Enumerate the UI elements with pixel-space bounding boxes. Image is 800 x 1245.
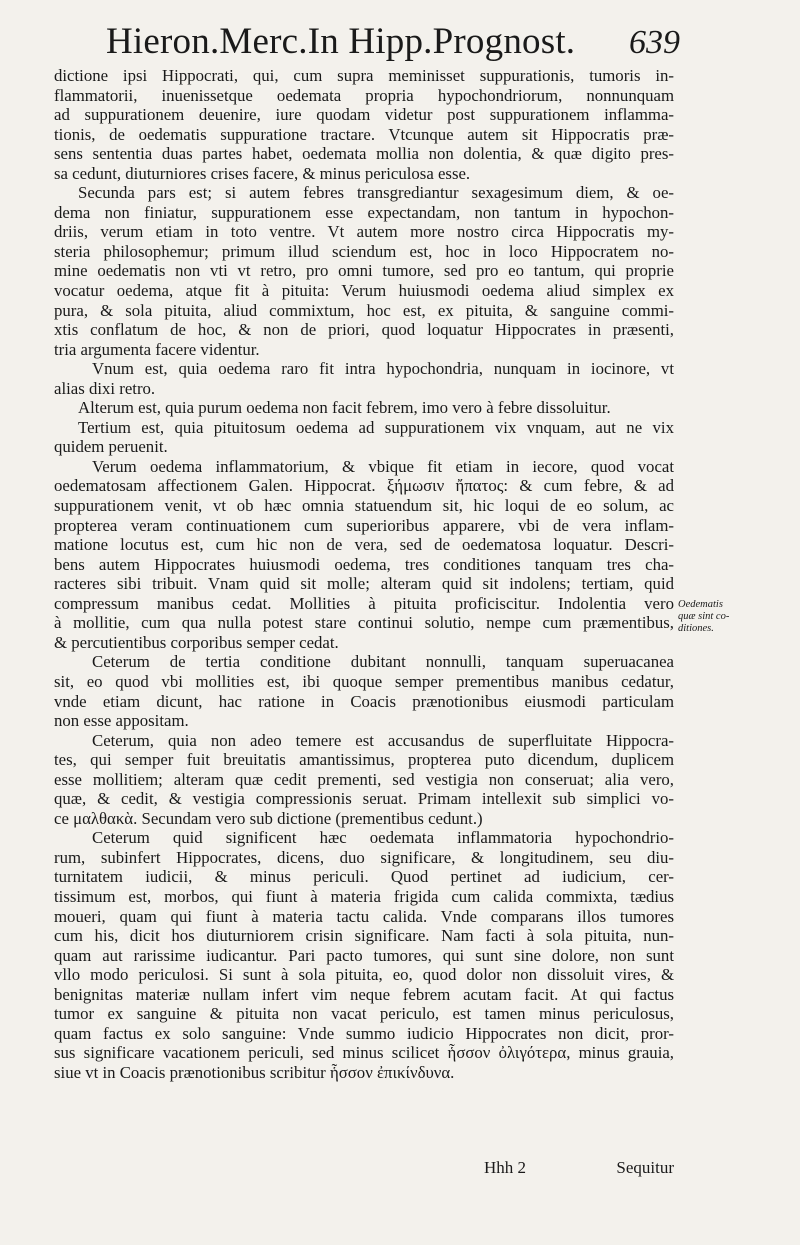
text-line: tionis, de oedematis suppuratione tractare. Vtcunque autem sit Hippocratis præ- xyxy=(54,124,674,144)
text-line: steria philosophemur; primum illud sciendum est, hoc in loco Hippocratem no- xyxy=(54,241,674,261)
text-line: vllo modo periculosi. Si sunt à sola pituita, eo, quod dolor non dissoluit vires, & xyxy=(54,965,674,985)
text-line: benignitas materiæ nullam infert vim neque febrem acutam facit. At qui factus xyxy=(54,984,674,1004)
text-line: bens autem Hippocrates huiusmodi oedema, tres conditiones tanquam tres cha- xyxy=(54,554,674,574)
text-line: Secunda pars est; si autem febres transgrediantur sexagesimum diem, & oe- xyxy=(78,183,674,203)
text-line: vnde etiam dicunt, hac ratione in Coacis prænotionibus eiusmodi particulam xyxy=(54,691,674,711)
text-line: matione locutus est, cum hic non de vera, sed de oedematosa loquatur. Descri- xyxy=(54,535,674,555)
text-line: non esse appositam. xyxy=(54,711,189,731)
paragraph-7 xyxy=(54,652,674,730)
margin-note-line: ditiones. xyxy=(678,623,714,634)
text-line: moueri, quam qui fiunt à materia tactu calida. Vnde comparans illos tumores xyxy=(54,906,674,926)
text-line: Ceterum, quia non adeo temere est accusandus de superfluitate Hippocra- xyxy=(92,730,674,750)
paragraph-1 xyxy=(54,66,674,183)
text-line: siue vt in Coacis prænotionibus scribitur ἧσσον ἐπικίνδυνα. xyxy=(54,1062,455,1082)
text-line: quæ, & cedit, & vestigia compressionis seruat. Primam intellexit sub simplici vo- xyxy=(54,789,674,809)
text-line: sit, eo quod vbi mollities est, ibi quoque semper prementibus manibus cedatur, xyxy=(54,671,674,691)
running-title: Hieron.Merc.In Hipp.Prognost. xyxy=(106,21,576,62)
margin-note xyxy=(678,599,788,635)
text-line: & percutientibus corporibus semper cedat. xyxy=(54,632,339,652)
text-line: suppurationem venit, vt ob hæc omnia statuendum sit, hic loqui de eo solum, ac xyxy=(54,496,674,516)
text-line: sens sententia duas partes habet, oedemata mollia non dolentia, & quæ digito pres- xyxy=(54,144,674,164)
text-line: ce μαλθακὰ. Secundam vero sub dictione (prementibus cedunt.) xyxy=(54,808,483,828)
text-line: tes, qui semper fuit breuitatis amantissimus, propterea puto dicendum, duplicem xyxy=(54,750,674,770)
paragraph-6 xyxy=(54,457,674,652)
text-line: Tertium est, quia pituitosum oedema ad suppurationem vix vnquam, aut ne vix xyxy=(78,417,674,437)
text-line: oedematosam affectionem Galen. Hippocrat. ξήμωσιν ἤπατος: & cum febre, & ad xyxy=(54,476,674,496)
signature-mark: Hhh 2 xyxy=(484,1158,527,1177)
text-line: dictione ipsi Hippocrati, qui, cum supra meminisset suppurationis, tumoris in- xyxy=(54,66,674,85)
text-line: Vnum est, quia oedema raro fit intra hypochondria, nunquam in iocinore, vt xyxy=(92,359,674,379)
text-line: tissimum est, morbos, qui fiunt à materia frigida cum calida commixta, tædius xyxy=(54,886,674,906)
text-line: driis, verum etiam in toto ventre. Vt autem more nostro circa Hippocratis my- xyxy=(54,222,674,242)
running-head xyxy=(60,18,680,66)
text-line: Verum oedema inflammatorium, & vbique fit etiam in iecore, quod vocat xyxy=(92,456,674,476)
paragraph-4 xyxy=(54,398,674,418)
text-line: quidem peruenit. xyxy=(54,437,168,457)
paragraph-5 xyxy=(54,418,674,457)
text-line: compressum manibus cedat. Mollities à pituita proficiscitur. Indolentia vero xyxy=(54,593,674,613)
paragraph-3 xyxy=(54,359,674,398)
text-line: Ceterum quid significent hæc oedemata inflammatoria hypochondrio- xyxy=(92,828,674,848)
text-line: Alterum est, quia purum oedema non facit febrem, imo vero à febre dissoluitur. xyxy=(78,398,611,418)
text-line: sus significare vacationem periculi, sed minus scilicet ἧσσον ὀλιγότερα, minus grauia, xyxy=(54,1043,674,1063)
text-line: sa cedunt, diuturniores crises facere, & minus periculosa esse. xyxy=(54,163,471,183)
catchword: Sequitur xyxy=(616,1158,674,1177)
text-line: vocatur oedema, atque fit à pituita: Verum huiusmodi oedema aliud simplex ex xyxy=(54,281,674,301)
text-line: propterea veram continuationem cum superioribus apparere, vbi de vera inflam- xyxy=(54,515,674,535)
text-line: tumor ex sanguine & pituita non vacat periculo, est tamen minus periculosus, xyxy=(54,1004,674,1024)
text-line: quam aut rarissime iudicantur. Pari pacto tumores, qui sunt sine dolore, non sunt xyxy=(54,945,674,965)
margin-note-line: Oedematis xyxy=(678,599,723,610)
text-line: turnitatem iudicii, & minus periculi. Quod pertinet ad iudicium, cer- xyxy=(54,867,674,887)
text-line: pura, & sola pituita, aliud commixtum, hoc est, ex pituita, & sanguine commi- xyxy=(54,300,674,320)
text-line: xtis conflatum de hoc, & non de priori, quod loquatur Hippocrates in præsenti, xyxy=(54,320,674,340)
margin-note-line: quæ sint co- xyxy=(678,611,730,622)
text-line: dema non finiatur, suppurationem esse expectandam, non tantum in hypochon- xyxy=(54,202,674,222)
text-line: rum, subinfert Hippocrates, dicens, duo significare, & longitudinem, seu diu- xyxy=(54,847,674,867)
paragraph-9 xyxy=(54,828,674,1082)
text-line: Ceterum de tertia conditione dubitant nonnulli, tanquam superuacanea xyxy=(92,652,674,672)
page-number: 639 xyxy=(629,24,680,61)
paragraph-2 xyxy=(54,183,674,359)
text-line: alias dixi retro. xyxy=(54,378,156,398)
text-line: esse mollitiem; alteram quæ cedit prementi, sed vestigia non conseruat; alia vero, xyxy=(54,769,674,789)
text-line: flammatorii, inuenissetque oedemata propria hypochondriorum, nonnunquam xyxy=(54,85,674,105)
text-line: ad suppurationem deuenire, iure quodam videtur post suppurationem inflamma- xyxy=(54,105,674,125)
text-line: tria argumenta facere videntur. xyxy=(54,339,260,359)
text-line: à mollitie, cum qua nulla potest stare continui solutio, nempe cum præmentibus, xyxy=(54,613,674,633)
text-line: mine oedematis non vti vt retro, pro omni tumore, sed pro eo tantum, qui proprie xyxy=(54,261,674,281)
text-line: racteres sibi tribuit. Vnam quid sit molle; alteram quid sit indolens; tertiam, quid xyxy=(54,574,674,594)
text-line: quam factus ex solo sanguine: Vnde summo iudicio Hippocrates non dicit, pror- xyxy=(54,1023,674,1043)
paragraph-8 xyxy=(54,731,674,829)
body-text xyxy=(54,66,674,1082)
text-line: cum his, dicit hos diuturniorem crisin significare. Nam facti à sola pituita, nun- xyxy=(54,926,674,946)
page-footer xyxy=(54,1158,674,1182)
